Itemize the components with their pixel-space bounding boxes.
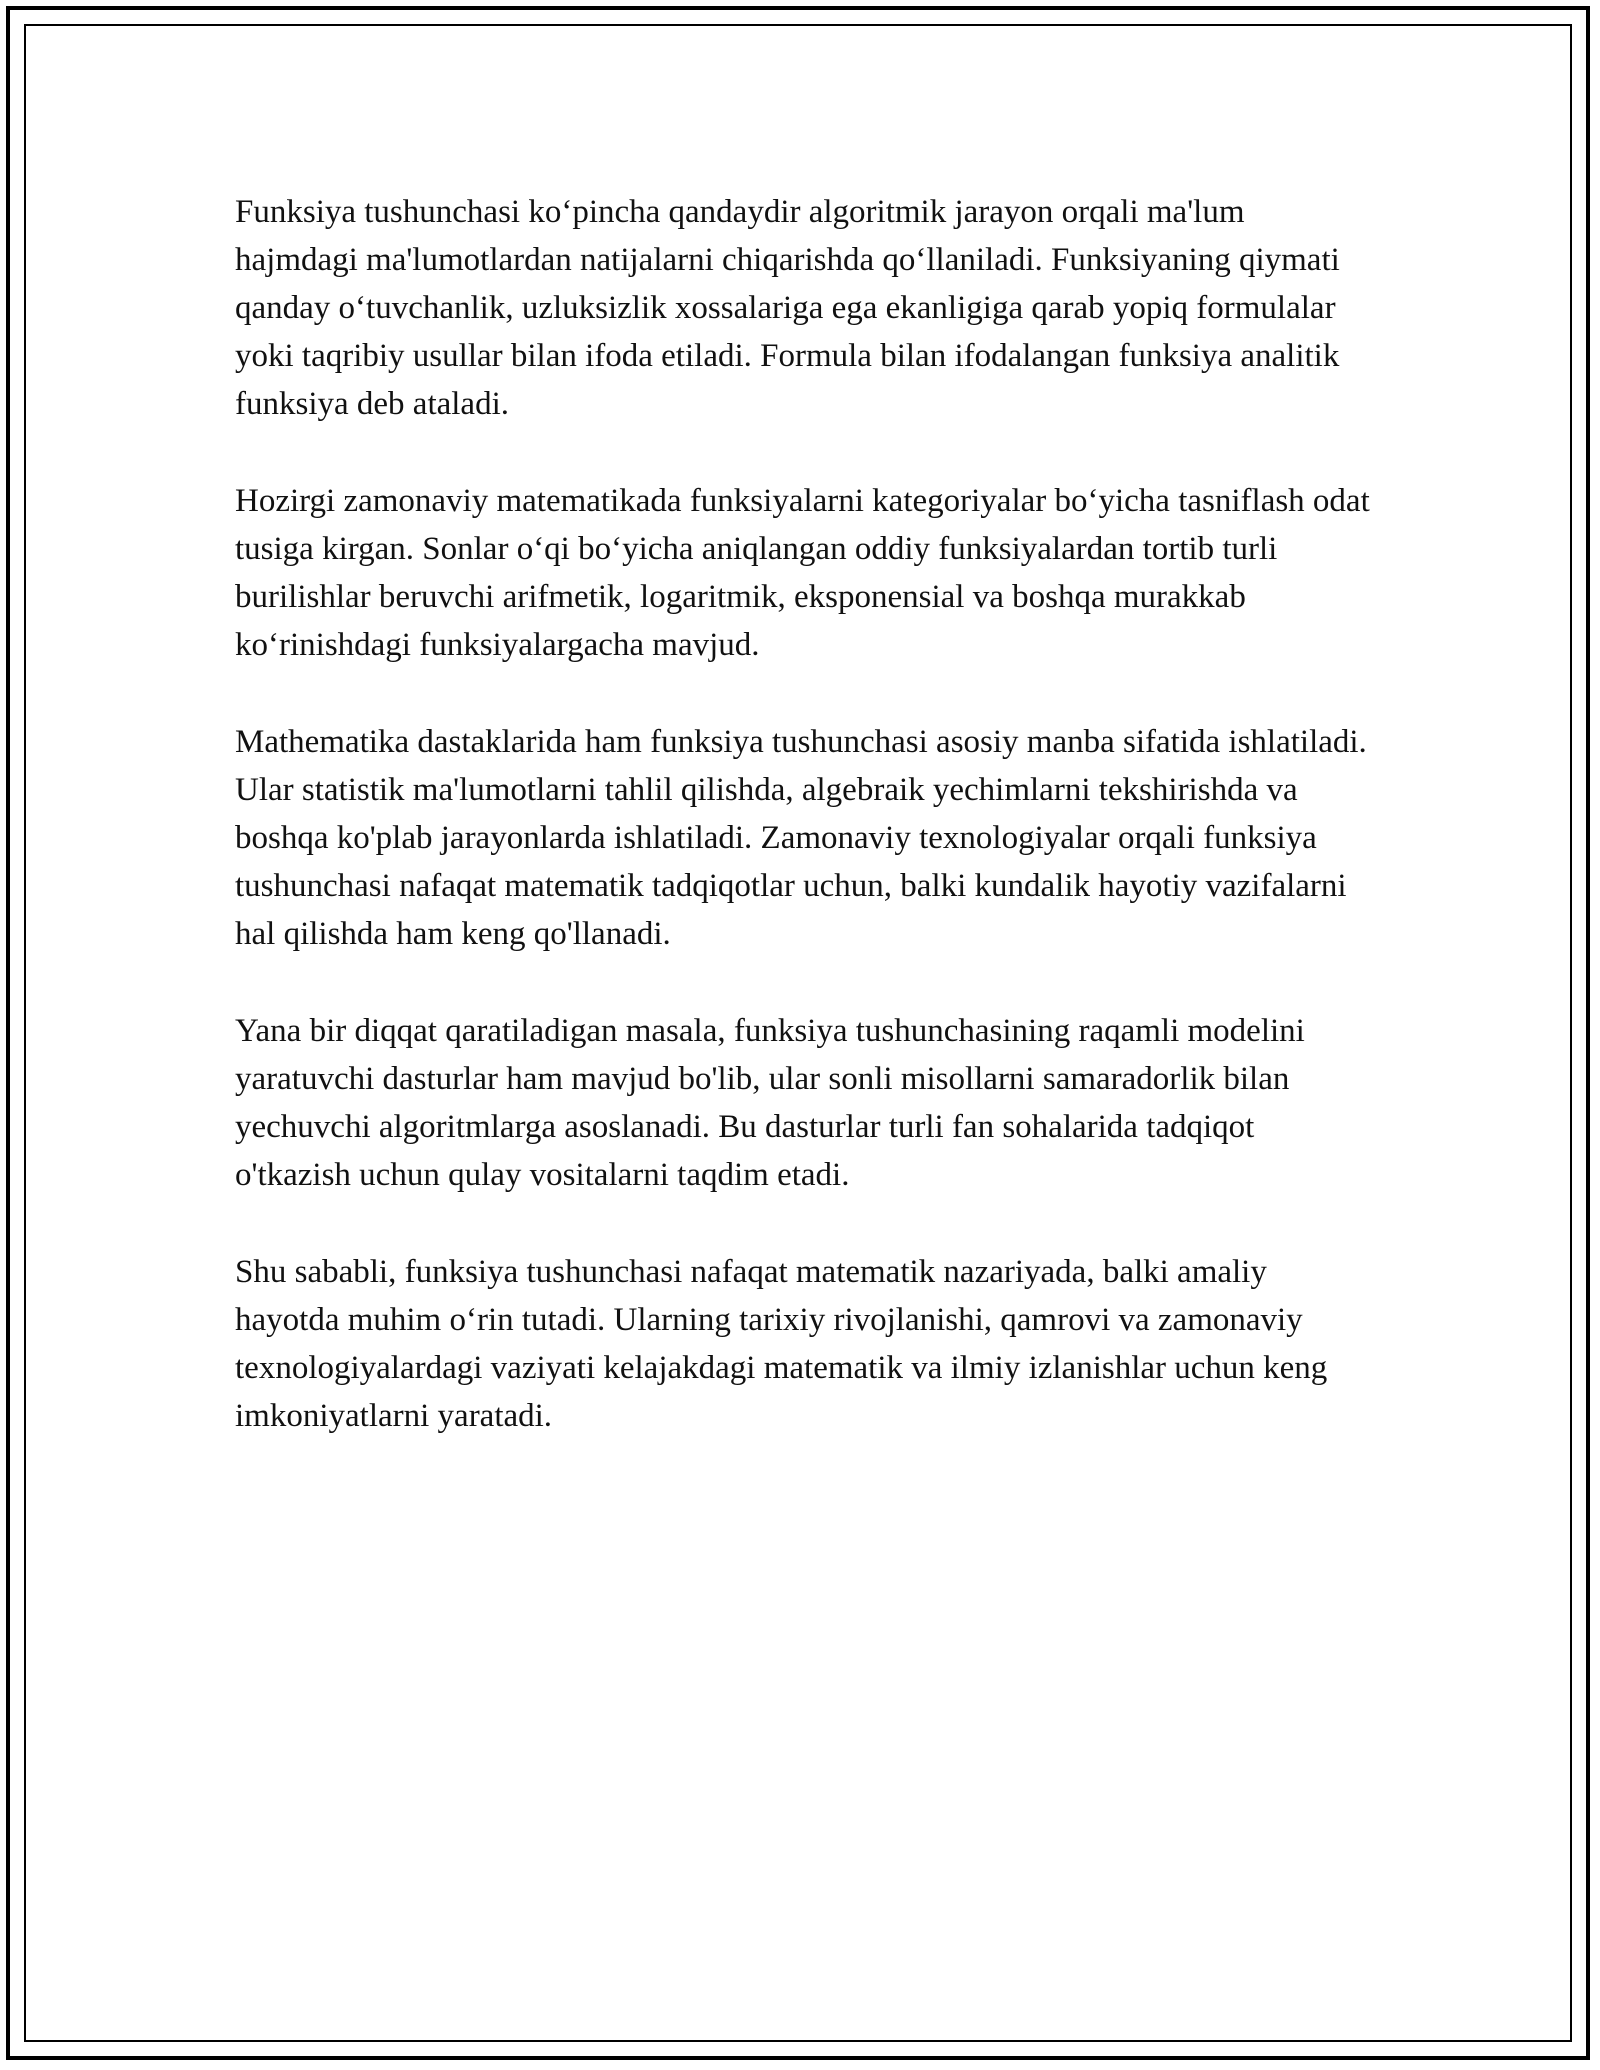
paragraph-1: Funksiya tushunchasi ko‘pincha qandaydir algoritmik jarayon orqali ma'lum hajmdagi ma'lumotlardan natijalarni chiqarishda qo‘llaniladi. Funksiyaning qiymati qanday o‘tuvchanlik, uzluksizlik xossalariga ega ekanligiga qarab yopiq formulalar yoki taqribiy usullar bilan ifoda etiladi. Formula bilan ifodalangan funksiya analitik funksiya deb ataladi. (235, 194, 1340, 422)
paragraph-3: Mathematika dastaklarida ham funksiya tushunchasi asosiy manba sifatida ishlatiladi. Ular statistik ma'lumotlarni tahlil qilishda, algebraik yechimlarni tekshirishda va boshqa ko'plab jarayonlarda ishlatiladi. Zamonaviy texnologiyalar orqali funksiya tushunchasi nafaqat matematik tadqiqotlar uchun, balki kundalik hayotiy vazifalarni hal qilishda ham keng qo'llanadi. (235, 724, 1367, 952)
paragraph-4: Yana bir diqqat qaratiladigan masala, funksiya tushunchasining raqamli modelini yaratuvchi dasturlar ham mavjud bo'lib, ular sonli misollarni samaradorlik bilan yechuvchi algoritmlarga asoslanadi. Bu dasturlar turli fan sohalarida tadqiqot o'tkazish uchun qulay vositalarni taqdim etadi. (235, 1013, 1305, 1193)
document-body (235, 188, 1375, 1489)
paragraph-2: Hozirgi zamonaviy matematikada funksiyalarni kategoriyalar bo‘yicha tasniflash odat tusiga kirgan. Sonlar o‘qi bo‘yicha aniqlangan oddiy funksiyalardan tortib turli burilishlar beruvchi arifmetik, logaritmik, eksponensial va boshqa murakkab ko‘rinishdagi funksiyalargacha mavjud. (235, 483, 1370, 663)
paragraph-5: Shu sababli, funksiya tushunchasi nafaqat matematik nazariyada, balki amaliy hayotda muhim o‘rin tutadi. Ularning tarixiy rivojlanishi, qamrovi va zamonaviy texnologiyalardagi vaziyati kelajakdagi matematik va ilmiy izlanishlar uchun keng imkoniyatlarni yaratadi. (235, 1254, 1328, 1434)
